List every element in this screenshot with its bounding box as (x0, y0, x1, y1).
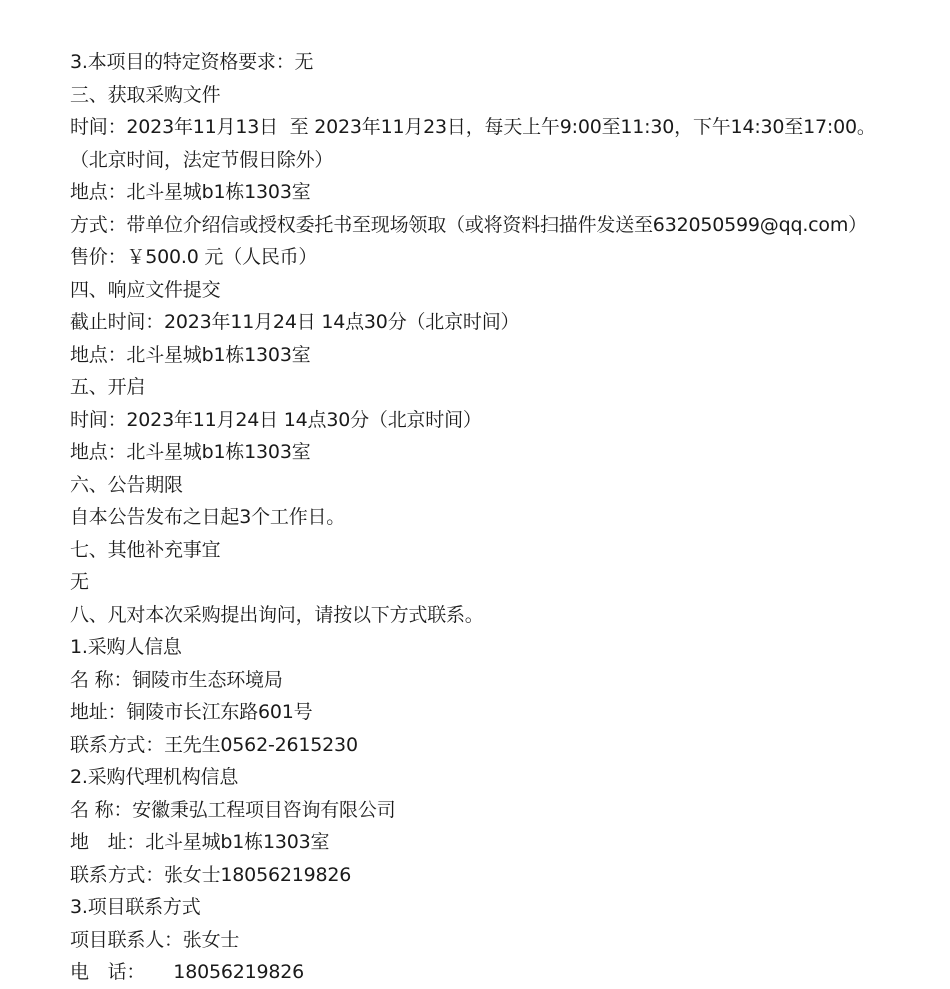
purchaser-info-heading: 1.采购人信息 (70, 636, 182, 658)
section-heading-other-matters: 七、其他补充事宜 (70, 538, 221, 561)
project-contact-person: 项目联系人：张女士 (70, 928, 240, 951)
agency-info-heading: 2.采购代理机构信息 (70, 766, 239, 788)
agency-address: 地 址：北斗星城b1栋1303室 (70, 831, 330, 853)
submission-deadline: 截止时间：2023年11月24日 14点30分（北京时间） (70, 311, 520, 333)
section-heading-response-submission: 四、响应文件提交 (70, 278, 221, 301)
obtain-time-note: （北京时间，法定节假日除外） (70, 148, 334, 171)
other-matters: 无 (70, 571, 89, 593)
announcement-period: 自本公告发布之日起3个工作日。 (70, 506, 346, 528)
purchaser-name: 名 称：铜陵市生态环境局 (70, 668, 283, 691)
purchaser-contact: 联系方式：王先生0562-2615230 (70, 733, 358, 756)
section-heading-announcement-period: 六、公告期限 (70, 473, 183, 496)
agency-name: 名 称：安徽秉弘工程项目咨询有限公司 (70, 798, 396, 821)
obtain-method: 方式：带单位介绍信或授权委托书至现场领取（或将资料扫描件发送至632050599@qq.com） (70, 213, 867, 236)
submission-location: 地点：北斗星城b1栋1303室 (70, 343, 311, 366)
project-contact-heading: 3.项目联系方式 (70, 896, 201, 918)
section-heading-obtain-documents: 三、获取采购文件 (70, 83, 221, 106)
purchaser-address: 地址：铜陵市长江东路601号 (70, 701, 313, 723)
document-price: 售价：￥500.0 元（人民币） (70, 246, 318, 268)
section-heading-contact: 八、凡对本次采购提出询问，请按以下方式联系。 (70, 603, 484, 626)
obtain-time: 时间：2023年11月13日 至 2023年11月23日，每天上午9:00至11:30，下午14:30至17:00。 (70, 116, 876, 138)
obtain-location: 地点：北斗星城b1栋1303室 (70, 181, 311, 203)
section-heading-opening: 五、开启 (70, 376, 146, 398)
agency-contact: 联系方式：张女士18056219826 (70, 863, 352, 886)
qualification-requirement: 3.本项目的特定资格要求：无 (70, 51, 314, 73)
opening-time: 时间：2023年11月24日 14点30分（北京时间） (70, 408, 482, 431)
project-contact-phone: 电 话： 18056219826 (70, 961, 305, 983)
opening-location: 地点：北斗星城b1栋1303室 (70, 441, 311, 463)
